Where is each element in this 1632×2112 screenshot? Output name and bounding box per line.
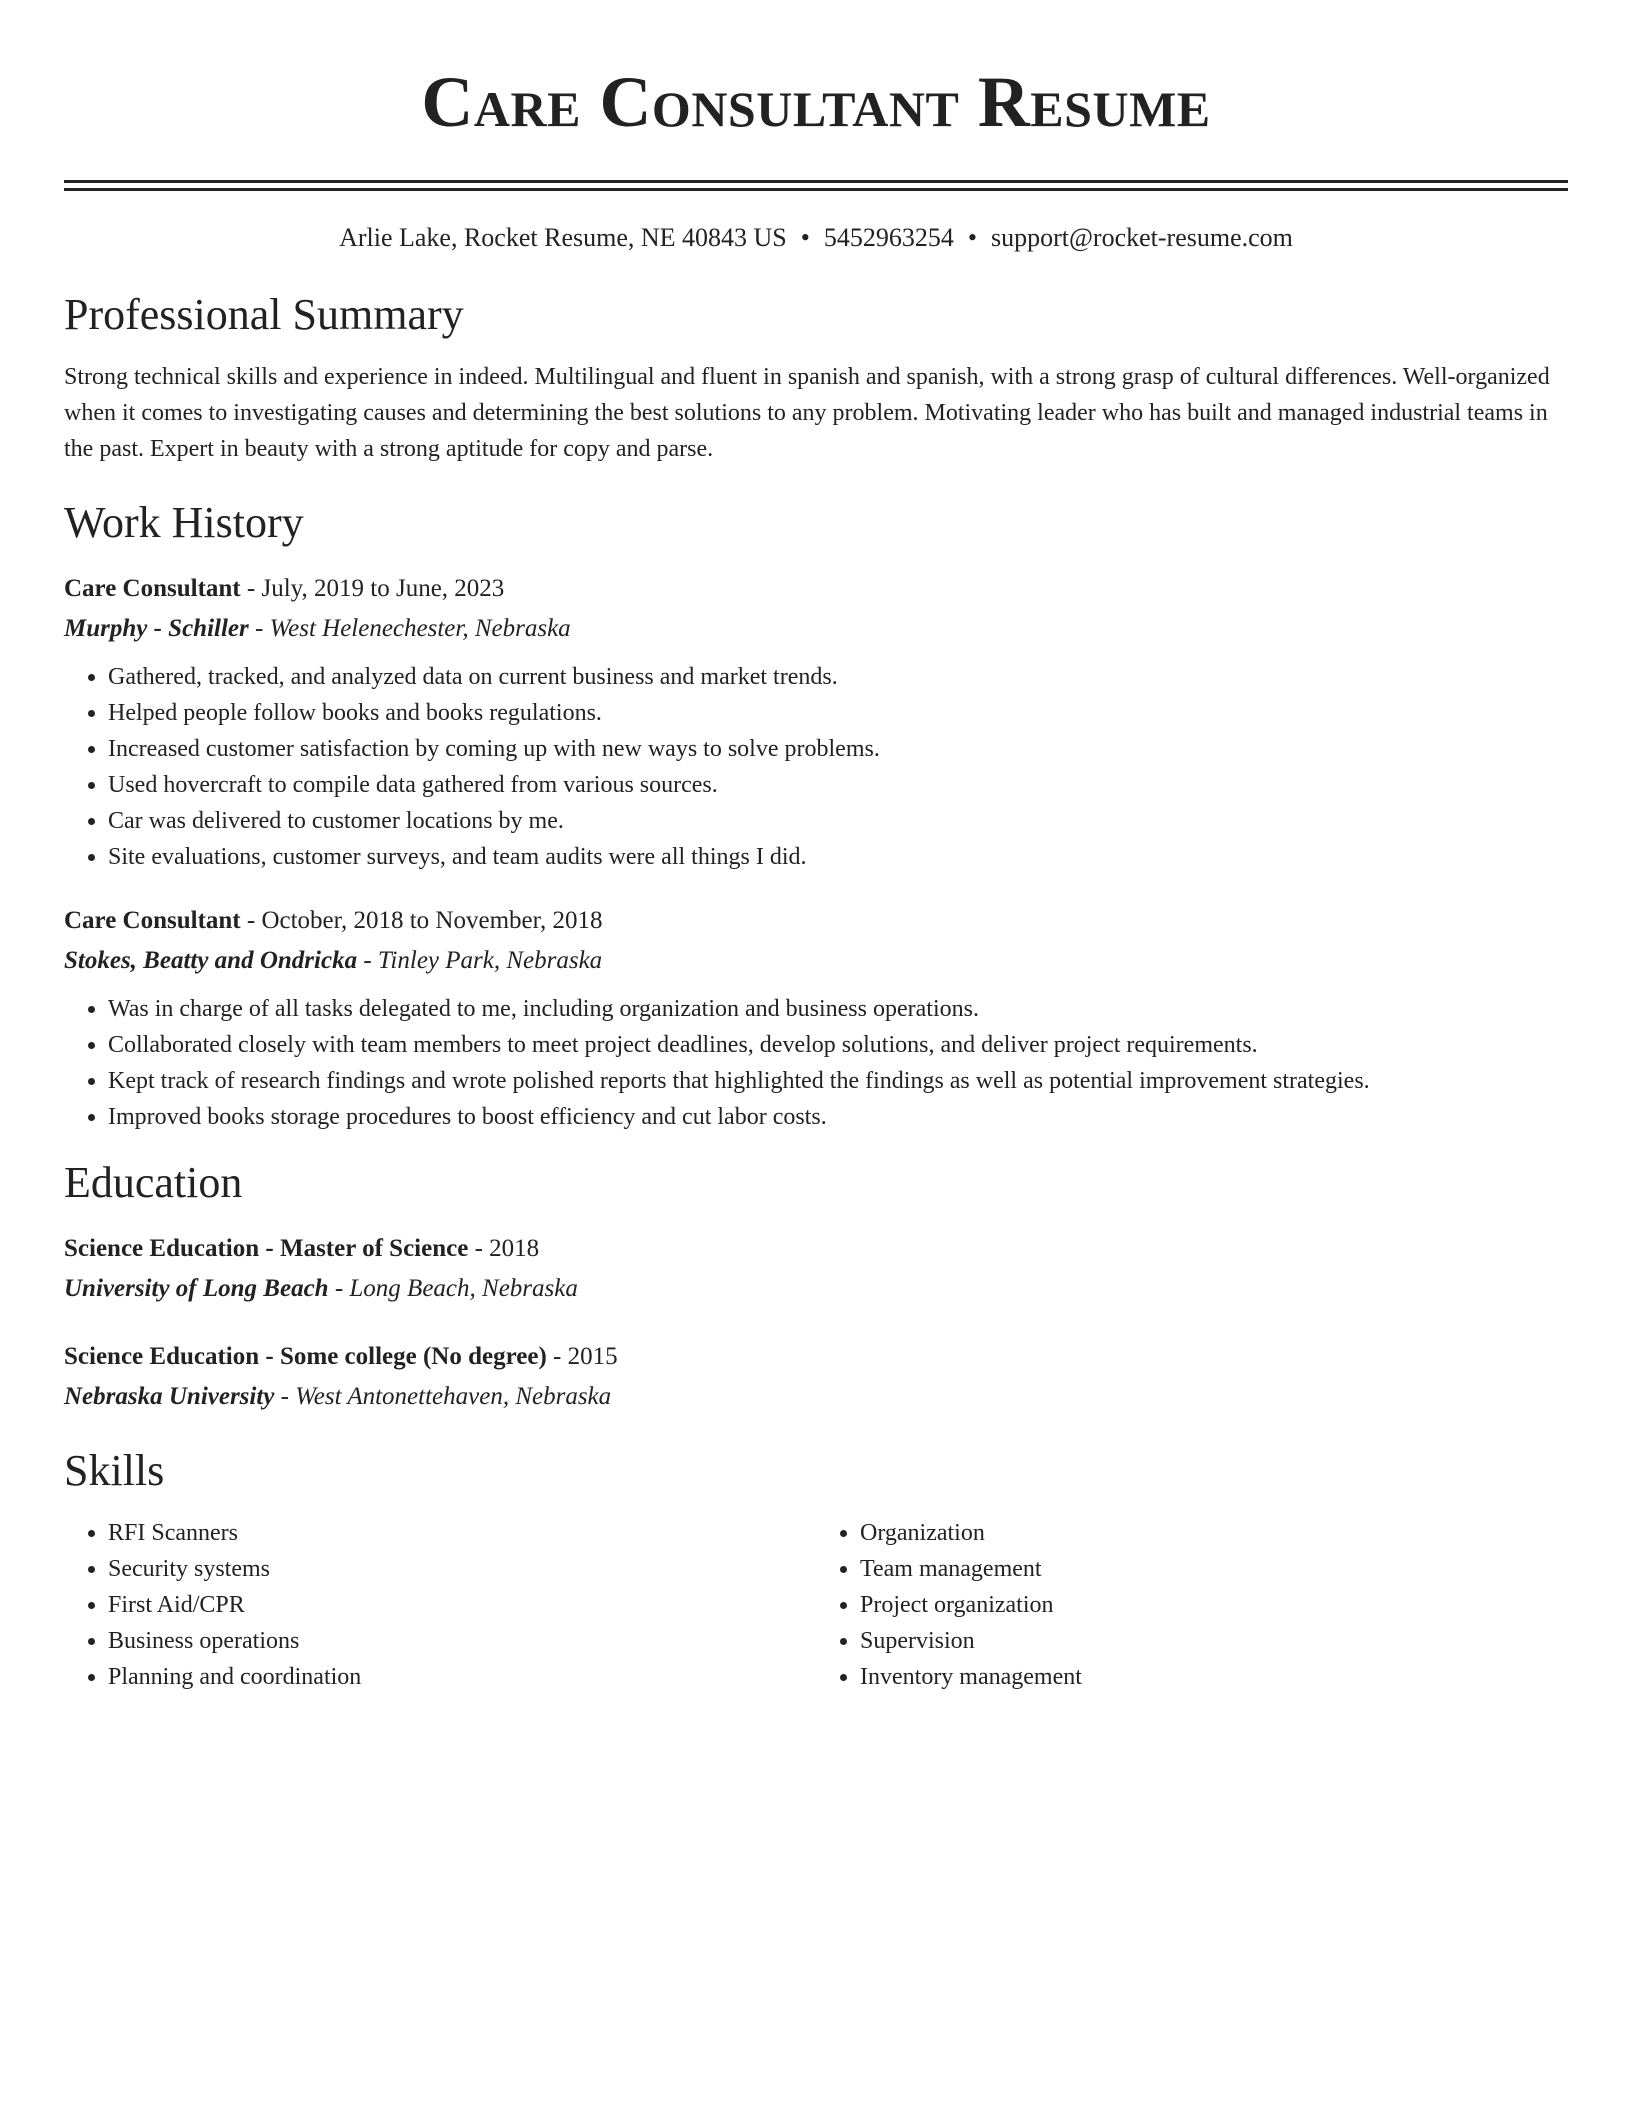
skills-list-right (816, 1515, 1568, 1695)
education-school-line (64, 1379, 1568, 1415)
education-location: - West Antonettehaven, Nebraska (274, 1383, 612, 1410)
contact-line (64, 221, 1568, 255)
job-header (64, 903, 1568, 939)
education-school-line (64, 1271, 1568, 1307)
job-header (64, 571, 1568, 607)
job-duties-list (64, 991, 1568, 1135)
contact-separator: • (967, 223, 977, 252)
job-duty: • Car was delivered to customer locations by me. (108, 803, 1568, 839)
job-entry (64, 571, 1568, 875)
education-header (64, 1339, 1568, 1375)
job-dates: - July, 2019 to June, 2023 (240, 575, 505, 602)
skills-list-left (64, 1515, 816, 1695)
job-duty: • Gathered, tracked, and analyzed data on current business and market trends. (108, 659, 1568, 695)
skills-columns (64, 1515, 1568, 1695)
education-entry (64, 1231, 1568, 1307)
job-duty: • Collaborated closely with team members to meet project deadlines, develop solutions, and deliver project requirements. (108, 1027, 1568, 1063)
contact-separator: • (800, 223, 810, 252)
education-entry (64, 1339, 1568, 1415)
education-heading: Education (64, 1158, 243, 1207)
skill-item: • Inventory management (860, 1659, 1568, 1695)
job-employer (64, 943, 1568, 979)
education-year: - 2018 (468, 1235, 540, 1262)
skill-item: • First Aid/CPR (108, 1587, 816, 1623)
title-double-rule (64, 180, 1568, 191)
job-title: Care Consultant (64, 575, 241, 602)
skills-section (64, 1445, 1568, 1695)
job-entry (64, 903, 1568, 1135)
job-duty: • Used hovercraft to compile data gathered from various sources. (108, 767, 1568, 803)
job-company: Stokes, Beatty and Ondricka (64, 947, 358, 974)
job-employer (64, 611, 1568, 647)
contact-email: support@rocket-resume.com (990, 223, 1293, 252)
summary-text: Strong technical skills and experience in indeed. Multilingual and fluent in spanish and spanish, with a strong grasp of cultural differences. Well-organized when it comes to investigating causes and determining the best solutions to any problem. Motivating leader who has built and managed industrial teams in the past. Expert in beauty with a strong aptitude for copy and parse. (64, 364, 1550, 462)
skill-item: • Organization (860, 1515, 1568, 1551)
job-duty: • Site evaluations, customer surveys, and team audits were all things I did. (108, 839, 1568, 875)
skill-item: • Security systems (108, 1551, 816, 1587)
summary-heading: Professional Summary (64, 290, 464, 339)
education-year: - 2015 (546, 1343, 618, 1370)
job-duty: • Was in charge of all tasks delegated to me, including organization and business operations. (108, 991, 1568, 1027)
job-dates: - October, 2018 to November, 2018 (240, 907, 603, 934)
contact-address: Arlie Lake, Rocket Resume, NE 40843 US (339, 223, 787, 252)
education-school: Nebraska University (64, 1383, 275, 1410)
education-degree: Science Education - Master of Science (64, 1235, 469, 1262)
work-history-heading: Work History (64, 498, 304, 547)
skill-item: • Project organization (860, 1587, 1568, 1623)
skill-item: • RFI Scanners (108, 1515, 816, 1551)
job-duty: • Helped people follow books and books regulations. (108, 695, 1568, 731)
education-location: - Long Beach, Nebraska (328, 1275, 578, 1302)
education-school: University of Long Beach (64, 1275, 329, 1302)
job-duty: • Improved books storage procedures to boost efficiency and cut labor costs. (108, 1099, 1568, 1135)
skills-heading: Skills (64, 1446, 165, 1495)
resume-title: Care Consultant Resume (421, 62, 1211, 142)
job-duties-list (64, 659, 1568, 875)
job-company: Murphy - Schiller (64, 615, 249, 642)
contact-phone: 5452963254 (823, 223, 954, 252)
job-title: Care Consultant (64, 907, 241, 934)
skill-item: • Business operations (108, 1623, 816, 1659)
work-history-section (64, 497, 1568, 1135)
education-header (64, 1231, 1568, 1267)
skill-item: • Supervision (860, 1623, 1568, 1659)
job-location: - Tinley Park, Nebraska (357, 947, 603, 974)
job-duty: • Kept track of research findings and wrote polished reports that highlighted the findings as well as potential improvement strategies. (108, 1063, 1568, 1099)
summary-section (64, 289, 1568, 467)
skill-item: • Team management (860, 1551, 1568, 1587)
job-duty: • Increased customer satisfaction by coming up with new ways to solve problems. (108, 731, 1568, 767)
skill-item: • Planning and coordination (108, 1659, 816, 1695)
job-location: - West Helenechester, Nebraska (248, 615, 571, 642)
education-degree: Science Education - Some college (No degree) (64, 1343, 547, 1370)
education-section (64, 1157, 1568, 1415)
